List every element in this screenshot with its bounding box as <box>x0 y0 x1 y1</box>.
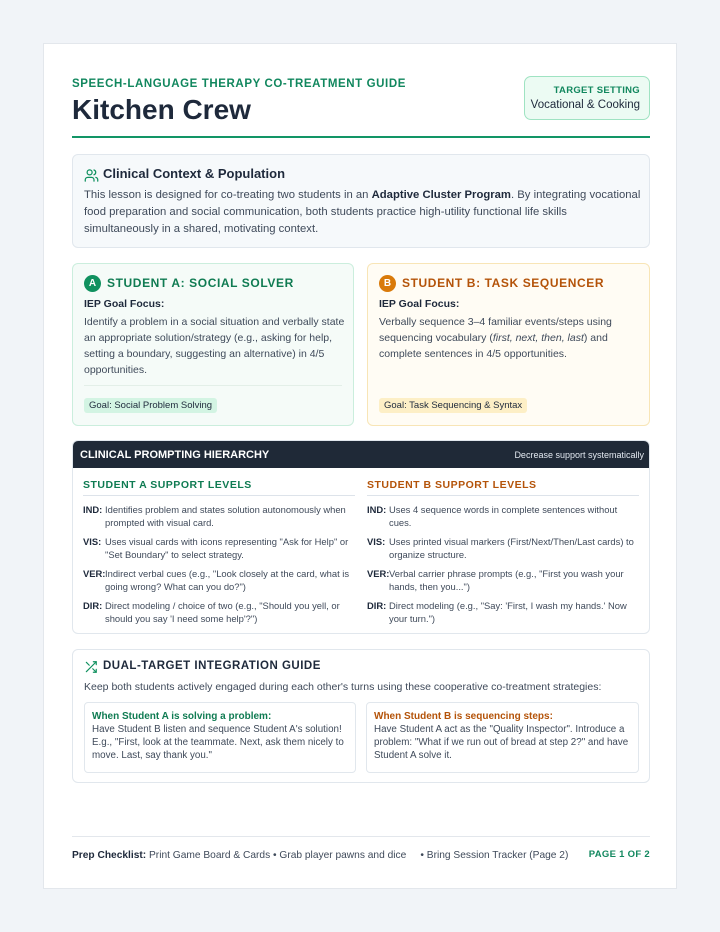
student-b-support-levels <box>367 479 639 631</box>
level-text: Direct modeling (e.g., "Say: 'First, I wash my hands.' Now your turn.") <box>389 600 627 624</box>
worksheet-page <box>43 43 677 889</box>
level-code: DIR: <box>367 600 387 611</box>
clinical-context-section <box>72 154 650 248</box>
guide-kicker: SPEECH-LANGUAGE THERAPY CO-TREATMENT GUIDE <box>72 78 407 90</box>
support-level-row <box>83 503 355 535</box>
prep-checklist-items: Print Game Board & Cards • Grab player pawns and dice • Bring Session Tracker (Page 2) <box>149 850 569 861</box>
student-b-goal-label: IEP Goal Focus: <box>379 298 460 310</box>
level-code: IND: <box>367 504 387 515</box>
student-a-title: STUDENT A: SOCIAL SOLVER <box>107 276 294 290</box>
student-a-card <box>72 263 354 426</box>
level-text: Uses printed visual markers (First/Next/Then/Last cards) to organize structure. <box>389 536 634 560</box>
prompting-hierarchy-section <box>72 440 650 634</box>
shuffle-icon <box>84 660 98 674</box>
student-b-strategy-heading: When Student B is sequencing steps: <box>374 711 553 722</box>
target-setting-value: Vocational & Cooking <box>530 99 640 111</box>
level-code: IND: <box>83 504 103 515</box>
target-setting-label: TARGET SETTING <box>553 85 640 96</box>
context-description: This lesson is designed for co-treating two students in an Adaptive Cluster Program. By integrating vocational food preparation and social communication, both students practice high-utility functional life skills simultaneously in a shared, motivating context. <box>84 189 641 235</box>
student-a-goal-tag: Goal: Social Problem Solving <box>84 398 217 413</box>
prep-checklist-label: Prep Checklist: <box>72 850 147 861</box>
student-b-levels-heading: STUDENT B SUPPORT LEVELS <box>367 479 639 496</box>
users-icon <box>84 168 99 183</box>
support-level-row <box>367 599 639 631</box>
student-a-goal-label: IEP Goal Focus: <box>84 298 165 310</box>
student-b-goal-text: Verbally sequence 3–4 familiar events/steps using sequencing vocabulary (first, next, then, last) and complete sentences in 4/5 opportunities. <box>379 316 612 360</box>
student-b-title: STUDENT B: TASK SEQUENCER <box>402 276 605 290</box>
student-b-badge: B <box>379 275 396 292</box>
student-a-strategy-heading: When Student A is solving a problem: <box>92 711 272 722</box>
hierarchy-header-bar <box>73 441 650 468</box>
student-b-strategy-box <box>366 702 639 773</box>
level-text: Uses 4 sequence words in complete sentences without cues. <box>389 504 618 528</box>
prep-checklist <box>72 850 568 861</box>
student-a-support-levels <box>83 479 355 631</box>
support-level-row <box>83 599 355 631</box>
page-footer <box>72 836 650 866</box>
level-text: Identifies problem and states solution autonomously when prompted with visual card. <box>105 504 346 528</box>
divider <box>84 385 342 386</box>
support-level-row <box>83 567 355 599</box>
support-level-row <box>367 567 639 599</box>
level-text: Indirect verbal cues (e.g., "Look closely at the card, what is going wrong? What can you do?") <box>105 568 350 592</box>
program-name: Adaptive Cluster Program <box>371 189 511 201</box>
page-number: PAGE 1 OF 2 <box>588 849 650 860</box>
support-level-row <box>367 535 639 567</box>
level-text: Verbal carrier phrase prompts (e.g., "First you wash your hands, then you...") <box>389 568 624 592</box>
hierarchy-subtitle: Decrease support systematically <box>514 450 644 460</box>
integration-guide-section <box>72 649 650 783</box>
page-header <box>72 76 650 138</box>
level-code: VER: <box>367 568 390 579</box>
integration-description: Keep both students actively engaged during each other's turns using these cooperative co-treatment strategies: <box>84 681 602 693</box>
support-level-row <box>367 503 639 535</box>
student-b-goal-tag: Goal: Task Sequencing & Syntax <box>379 398 527 413</box>
hierarchy-title: CLINICAL PROMPTING HIERARCHY <box>80 449 270 461</box>
level-code: VIS: <box>367 536 386 547</box>
context-title: Clinical Context & Population <box>103 166 286 181</box>
page-title: Kitchen Crew <box>72 94 251 125</box>
support-level-row <box>83 535 355 567</box>
level-code: VIS: <box>83 536 102 547</box>
student-b-strategy-text: Have Student A act as the "Quality Inspector". Introduce a problem: "What if we run out of bread at step 2?" and have Student A solve it. <box>374 724 629 761</box>
student-b-card <box>367 263 650 426</box>
student-a-strategy-text: Have Student B listen and sequence Student A's solution! E.g., "First, look at the teammate. Next, ask them nicely to move. Last, say thank you." <box>92 724 344 761</box>
target-setting-box <box>524 76 650 120</box>
level-text: Direct modeling / choice of two (e.g., "Should you yell, or should you say 'I need some help'?") <box>105 600 340 624</box>
level-text: Uses visual cards with icons representing "Ask for Help" or "Set Boundary" to select strategy. <box>105 536 349 560</box>
level-code: VER: <box>83 568 106 579</box>
integration-title: DUAL-TARGET INTEGRATION GUIDE <box>103 660 321 672</box>
student-a-levels-heading: STUDENT A SUPPORT LEVELS <box>83 479 355 496</box>
student-a-badge: A <box>84 275 101 292</box>
level-code: DIR: <box>83 600 103 611</box>
student-a-goal-text: Identify a problem in a social situation and verbally state an appropriate solution/strategy (e.g., asking for help, setting a boundary, suggesting an alternative) in 4/5 opportunities. <box>84 316 345 376</box>
student-a-strategy-box <box>84 702 356 773</box>
